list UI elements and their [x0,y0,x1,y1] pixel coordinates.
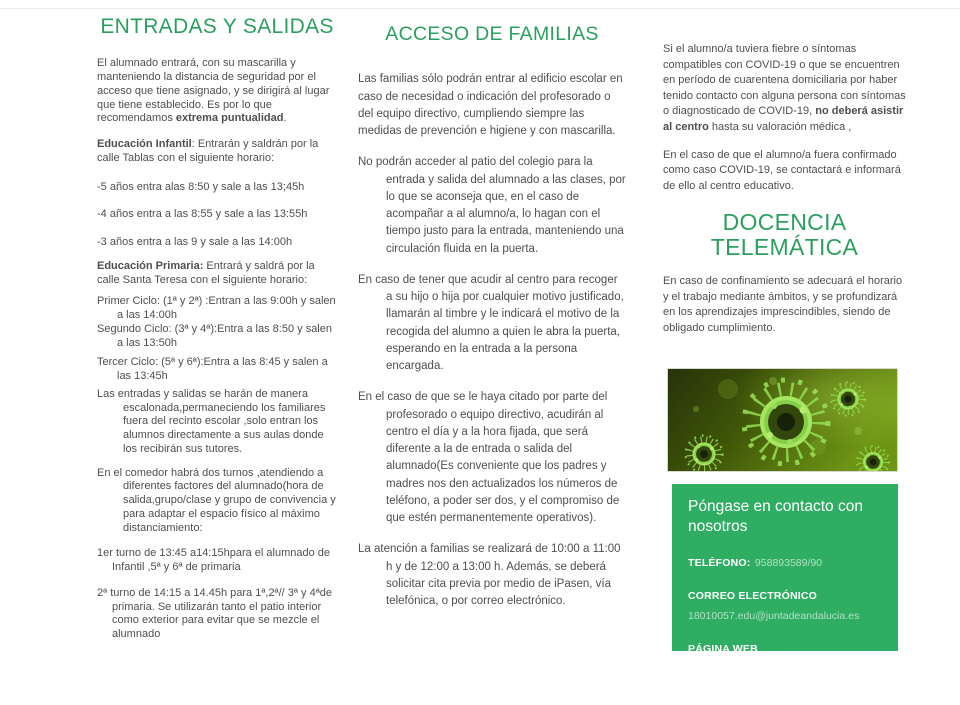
page-top-edge [0,8,960,9]
comedor-paragraph: En el comedor habrá dos turnos ,atendiendo a diferentes factores del alumnado(hora de salida,grupo/clase y grupo de convivencia y para adaptar el espacio físico al máximo distanciamiento: [97,466,336,534]
horario-4-anos: -4 años entra a las 8:55 y sale a las 13:55h [97,208,308,221]
column-covid-telematica [663,42,906,351]
column-entradas-salidas [97,14,337,656]
horario-5-anos: -5 años entra alas 8:50 y sale a las 13;45h [97,180,305,193]
web-label: PÁGINA WEB [688,642,758,655]
horario-3-anos: -3 años entra a las 9 y sale a las 14:00h [97,236,293,248]
contact-heading: Póngase en contacto con nosotros [688,498,863,535]
covid-sintomas-text: Si el alumno/a tuviera fiebre o síntomas compatibles con COVID-19 o que se encuentren en período de cuarentena domiciliaria por haber tenido contacto con alguna persona con síntomas o diagnosticado de COVID-19, [663,43,906,118]
contact-phone-row [688,552,884,572]
virus-image [668,369,897,471]
infantil-paragraph [97,138,337,166]
telematica-paragraph: En caso de confinamiento se adecuará el horario y el trabajo mediante ámbitos, y se profundizará en los aprendizajes imprescindibles, siendo de obligado cumplimiento. [663,275,903,334]
entradas-intro [97,57,337,126]
turno1-paragraph: 1er turno de 13:45 a14:15hpara el alumnado de Infantil ,5ª y 6ª de primaria [97,547,331,573]
acceso-paragraph-1: Las familias sólo podrán entrar al edificio escolar en caso de necesidad o indicación del profesorado o del equipo directivo, cumpliendo siempre las medidas de prevención e higiene y con mascarilla. [358,73,623,137]
covid-confirmado-paragraph: En el caso de que el alumno/a fuera confirmado como caso COVID-19, se contactará e informará de ello al centro educativo. [663,148,901,192]
acceso-paragraph-4: En el caso de que se le haya citado por parte del profesorado o equipo directivo, acudirán al centro el día y a la hora fijada, que será diferente a la de entrada o salida del alumnado(Es conveniente que los padres y madres nos den actualizados los números de teléfono, a poder ser dos, y el compromiso de que estén permanentemente operativos). [358,391,620,524]
virus-illustration-svg [668,369,897,471]
phone-label: TELÉFONO: [688,556,751,569]
infantil-text: : Entrarán y saldrán por la calle Tablas con el siguiente horario: [97,138,319,164]
entradas-intro-bold: extrema puntualidad [175,112,284,125]
primaria-paragraph [97,260,337,288]
telematica-title: DOCENCIA TELEMÁTICA [710,209,859,261]
infantil-label: Educación Infantil [97,138,192,150]
turno2-paragraph: 2ª turno de 14:15 a 14.45h para 1ª,2ª// 3ª y 4ªde primaria. Se utilizarán tanto el patio interior como exterior para evitar que se mezcle el alumnado [97,586,333,640]
acceso-paragraph-2: No podrán acceder al patio del colegio para la entrada y salida del alumnado a las clases, por lo que se aconseja que, en el caso de acompañar a al alumno/a, lo hagan con el tiempo justo para la entrada, manteniendo una circulación fluida en la puerta. [358,156,626,255]
acceso-paragraph-5: La atención a familias se realizará de 10:00 a 11:00 h y de 12:00 a 13:00 h. Además, se deberá solicitar cita previa por medio de iPasen, vía telefónica, o por correo electrónico. [358,543,621,607]
entradas-intro-end: . [283,112,287,125]
primaria-text: Entrará y saldrá por la calle Santa Teresa con el siguiente horario: [97,259,315,286]
ciclo-tercer: Tercer Ciclo: (5ª y 6ª):Entra a las 8:45 y salen a las 13:45h [97,356,328,382]
primaria-label: Educación Primaria: [97,259,204,272]
web-value: https://ceipsanjosegr.wixsite.com/granada [688,662,883,675]
covid-sintomas-end: hasta su valoración médica , [708,121,852,134]
entradas-title: ENTRADAS Y SALIDAS [100,15,334,38]
phone-value: 958893589/90 [754,556,823,569]
covid-sintomas-paragraph [663,42,906,136]
acceso-title: ACCESO DE FAMILIAS [385,23,599,45]
email-label: CORREO ELECTRÓNICO [688,589,818,602]
escalonada-paragraph: Las entradas y salidas se harán de manera escalonada,permaneciendo los familiares fuera del recinto escolar ,solo entran los alumnos directamente a sus aulas donde los recibirán sus tutores. [97,387,326,455]
column-acceso-familias [358,20,626,624]
ciclo-segundo: Segundo Ciclo: (3ª y 4ª):Entra a las 8:50 y salen a las 13:50h [97,322,332,349]
entradas-intro-text: El alumnado entrará, con su mascarilla y manteniendo la distancia de seguridad por el acceso que tiene asignado, y se dirigirá al lugar que tiene establecido. Es por lo que recomendamos [97,57,330,125]
email-value: 18010057.edu@juntadeandalucia.es [688,609,860,622]
ciclo-primer: Primer Ciclo: (1ª y 2ª) :Entran a las 9:00h y salen a las 14:00h [97,295,336,321]
contact-web-row [688,638,884,678]
acceso-paragraph-3: En caso de tener que acudir al centro para recoger a su hijo o hija por cualquier motivo justificado, llamarán al timbre y le indicará el motivo de la recogida del alumno a quien le abra la puerta, esperando en la entrada a la persona encargada. [358,273,624,372]
contact-box [672,484,898,675]
contact-email-row [688,585,884,625]
covid-no-asistir-bold: no deberá asistir al centro [663,105,904,134]
